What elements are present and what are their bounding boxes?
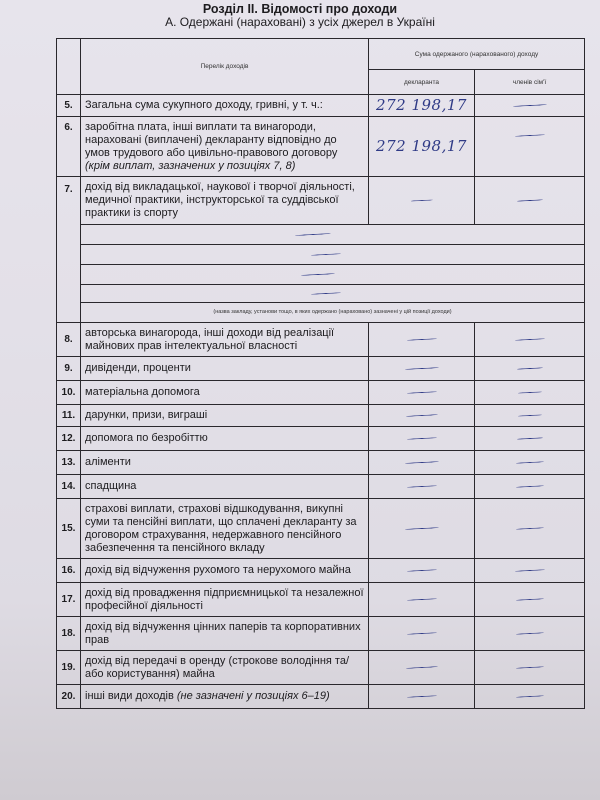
table-row	[57, 617, 585, 651]
row-description: авторська винагорода, інші доходи від реалізації майнових прав інтелектуальної власності	[81, 323, 369, 357]
declarant-amount[interactable]	[369, 499, 475, 559]
family-amount[interactable]	[475, 117, 585, 177]
income-table	[56, 38, 585, 709]
declarant-amount[interactable]	[369, 559, 475, 583]
declarant-amount[interactable]	[369, 583, 475, 617]
row-number: 12.	[57, 427, 81, 451]
family-amount[interactable]	[475, 617, 585, 651]
table-row	[57, 451, 585, 475]
table-row	[57, 381, 585, 405]
row-number: 7.	[57, 177, 81, 323]
family-amount[interactable]	[475, 357, 585, 381]
institution-caption-row	[57, 303, 585, 323]
row-description: Загальна сума сукупного доходу, гривні, у т. ч.:	[81, 95, 369, 117]
declarant-amount[interactable]	[369, 357, 475, 381]
family-amount[interactable]	[475, 451, 585, 475]
table-row	[57, 357, 585, 381]
declarant-amount[interactable]	[369, 651, 475, 685]
institution-line	[57, 285, 585, 303]
section-title: Розділ ІІ. Відомості про доходи	[202, 2, 398, 16]
row-number: 9.	[57, 357, 81, 381]
row-description: заробітна плата, інші виплати та винагороди, нараховані (виплачені) декларанту відповідно до умов трудового або цивільно-правового договору	[85, 121, 338, 159]
institution-caption: (назва закладу, установи тощо, в яких одержано (нараховано) зазначені у цій позиції доходи)	[81, 303, 585, 323]
declarant-amount[interactable]	[369, 427, 475, 451]
row-description: інші види доходів	[85, 690, 174, 702]
family-amount[interactable]	[475, 427, 585, 451]
row-description: допомога по безробіттю	[81, 427, 369, 451]
table-row	[57, 475, 585, 499]
family-amount[interactable]	[475, 177, 585, 225]
family-amount[interactable]	[475, 405, 585, 427]
declarant-amount[interactable]	[369, 323, 475, 357]
row-number: 14.	[57, 475, 81, 499]
declarant-amount[interactable]: 272 198,17	[369, 117, 475, 177]
family-amount[interactable]	[475, 475, 585, 499]
row-number: 15.	[57, 499, 81, 559]
row-description: дохід від провадження підприємницької та незалежної професійної діяльності	[81, 583, 369, 617]
family-amount[interactable]	[475, 323, 585, 357]
table-row	[57, 117, 585, 177]
row-number: 5.	[57, 95, 81, 117]
row-number: 13.	[57, 451, 81, 475]
row-description: дохід від передачі в оренду (строкове володіння та/або користування) майна	[81, 651, 369, 685]
family-amount[interactable]	[475, 583, 585, 617]
declarant-amount[interactable]	[369, 381, 475, 405]
family-amount[interactable]	[475, 95, 585, 117]
declarant-amount[interactable]	[369, 617, 475, 651]
table-row	[57, 583, 585, 617]
section-subtitle: А. Одержані (нараховані) з усіх джерел в Україні	[165, 15, 435, 29]
row-description: дохід від відчуження цінних паперів та корпоративних прав	[81, 617, 369, 651]
table-row	[57, 651, 585, 685]
family-amount[interactable]	[475, 499, 585, 559]
declarant-amount[interactable]: 272 198,17	[369, 95, 475, 117]
institution-line	[57, 245, 585, 265]
row-number: 20.	[57, 685, 81, 709]
header-sum-received: Сума одержаного (нарахованого) доходу	[369, 39, 585, 70]
table-row	[57, 685, 585, 709]
row-number: 8.	[57, 323, 81, 357]
row-description: дивіденди, проценти	[81, 357, 369, 381]
row-description: аліменти	[81, 451, 369, 475]
row-description: спадщина	[81, 475, 369, 499]
row-description: дохід від відчуження рухомого та нерухомого майна	[81, 559, 369, 583]
institution-line	[57, 265, 585, 285]
table-row	[57, 95, 585, 117]
row-number: 17.	[57, 583, 81, 617]
row-description: страхові виплати, страхові відшкодування, викупні суми та пенсійні виплати, що сплачені декларанту за договором страхування, недержавного пенсійного забезпечення та пенсійного вкладу	[81, 499, 369, 559]
row-description: дарунки, призи, виграші	[81, 405, 369, 427]
row-note: (крім виплат, зазначених у позиціях 7, 8)	[85, 160, 296, 172]
row-number: 6.	[57, 117, 81, 177]
family-amount[interactable]	[475, 381, 585, 405]
table-row	[57, 559, 585, 583]
family-amount[interactable]	[475, 651, 585, 685]
family-amount[interactable]	[475, 559, 585, 583]
table-row	[57, 405, 585, 427]
table-row	[57, 323, 585, 357]
header-declarant: декларанта	[369, 70, 475, 95]
table-header-row	[57, 39, 585, 70]
row-description: матеріальна допомога	[81, 381, 369, 405]
row-number: 10.	[57, 381, 81, 405]
table-row	[57, 499, 585, 559]
header-family: членів сім'ї	[475, 70, 585, 95]
row-note: (не зазначені у позиціях 6–19)	[176, 690, 330, 702]
row-number: 18.	[57, 617, 81, 651]
family-amount[interactable]	[475, 685, 585, 709]
row-description: дохід від викладацької, наукової і творчої діяльності, медичної практики, інструкторської та суддівської практики із спорту	[81, 177, 369, 225]
row-number: 16.	[57, 559, 81, 583]
table-row	[57, 427, 585, 451]
table-row	[57, 177, 585, 225]
declarant-amount[interactable]	[369, 177, 475, 225]
declarant-amount[interactable]	[369, 685, 475, 709]
declarant-amount[interactable]	[369, 405, 475, 427]
row-number: 11.	[57, 405, 81, 427]
row-number: 19.	[57, 651, 81, 685]
header-income-list: Перелік доходів	[81, 39, 369, 95]
declarant-amount[interactable]	[369, 475, 475, 499]
institution-line	[57, 225, 585, 245]
declarant-amount[interactable]	[369, 451, 475, 475]
